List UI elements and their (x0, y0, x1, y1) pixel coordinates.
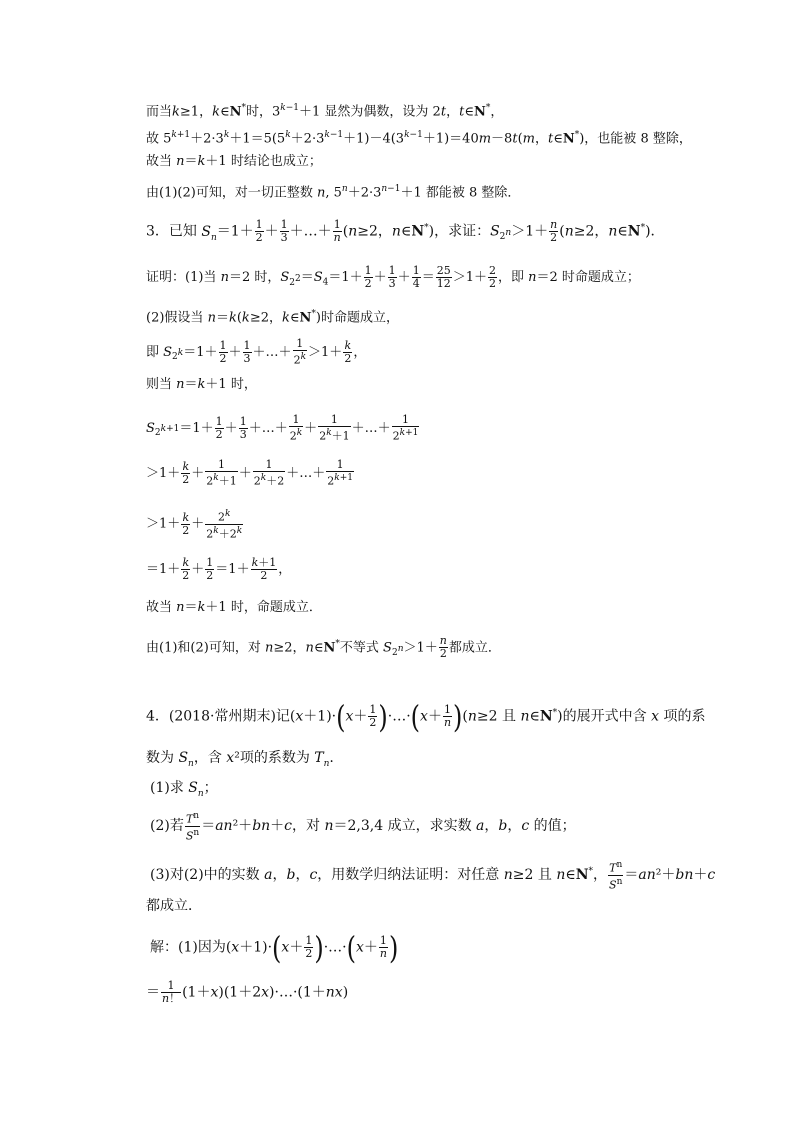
question-4-line: 数为 $S_n$，含 x²项的系数为 $T_n$. (146, 750, 334, 769)
proof-line: 证明：(1)当 n＝2 时，$S_{2^2}=S_4=1+$ $\frac{1}{2}$ ＋ $\frac{1}{3}$ ＋ $\frac{1}{4}$ ＝ $\frac{25}{12}$ ＞1＋ $\frac{2}{2}$ ，即 n＝2 时命题成立； (146, 264, 640, 290)
question-4-part3: (3)对(2)中的实数 a，b，c，用数学归纳法证明：对任意 n≥2 且 n∈N*， $\frac{T^n}{S^n}$ ＝an²＋bn＋c (150, 860, 716, 892)
question-4-line: 都成立． (146, 898, 202, 914)
question-4: 4．(2018·常州期末)记(x＋1)·(x＋ $\frac{1}{2}$ )·…·(x＋ $\frac{1}{n}$ )(n≥2 且 n∈N*)的展开式中含 x 项的系 (146, 698, 706, 735)
solution-line: 解：(1)因为(x＋1)·(x＋ $\frac{1}{2}$ )·…·(x＋ $\frac{1}{n}$ ) (150, 929, 399, 966)
question-3: 3．已知 $S_n=1+$ $\frac{1}{2}$ ＋ $\frac{1}{3}$ ＋…＋ $\frac{1}{n}$ (n≥2，n∈N*)，求证：$S_{2^n}>1+$ $\frac{n}{2}$ (n≥2，n∈N*)． (146, 218, 665, 245)
proof-line: (2)假设当 n＝k(k≥2，k∈N*)时命题成立， (146, 309, 399, 326)
proof-line: $S_{2^{k+1}}=1+$ $\frac{1}{2}$ ＋ $\frac{1}{3}$ ＋…＋ $\frac{1}{2^k}$ ＋ $\frac{1}{2^k+1}$ ＋…＋ $\frac{1}{2^{k+1}}$ (146, 413, 419, 443)
text-line: 故 $5^{k+1}+2\cdot 3^k+1=5(5^k+2\cdot 3^{k-1}+1)-4(3^{k-1}+1)=40m-8t(m$，t∈N*)，也能被 8 整除， (146, 130, 692, 147)
question-4-part2: (2)若 $\frac{T^n}{S^n}$ ＝an²＋bn＋c，对 n＝2,3,4 成立，求实数 a，b，c 的值； (150, 811, 576, 843)
proof-line: ＞1＋ $\frac{k}{2}$ ＋ $\frac{1}{2^k+1}$ ＋ $\frac{1}{2^k+2}$ ＋…＋ $\frac{1}{2^{k+1}}$ (146, 458, 354, 488)
text-line: 而当k≥1，k∈N*时，$3^{k-1}+1$ 显然为偶数，设为 2t，t∈N*， (146, 103, 504, 120)
proof-line: 由(1)和(2)可知，对 n≥2，n∈N*不等式 $S_{2^n}>1+$ $\frac{n}{2}$ 都成立． (146, 634, 501, 661)
solution-line: ＝ $\frac{1}{n!}$ (1＋x)(1＋2x)·…·(1＋nx) (146, 979, 349, 1005)
proof-line: 则当 n＝k＋1 时， (146, 377, 257, 392)
proof-line: ＞1＋ $\frac{k}{2}$ ＋ $\frac{2^k}{2^k+2^k}$ (146, 509, 243, 541)
proof-line: 即 $S_{2^k}=1+$ $\frac{1}{2}$ ＋ $\frac{1}{3}$ ＋…＋ $\frac{1}{2^k}$ ＞1＋ $\frac{k}{2}$ ， (146, 337, 367, 367)
proof-line: ＝1＋ $\frac{k}{2}$ ＋ $\frac{1}{2}$ ＝1＋ $\frac{k+1}{2}$ ， (146, 556, 292, 582)
proof-line: 故当 n＝k＋1 时，命题成立． (146, 600, 322, 615)
question-4-part1: (1)求 $S_n$； (150, 780, 218, 799)
text-line: 由(1)(2)可知，对一切正整数 n, $5^n+2\cdot 3^{n-1}+1$ 都能被 8 整除． (146, 184, 521, 201)
text-line: 故当 n＝k＋1 时结论也成立； (146, 154, 322, 169)
